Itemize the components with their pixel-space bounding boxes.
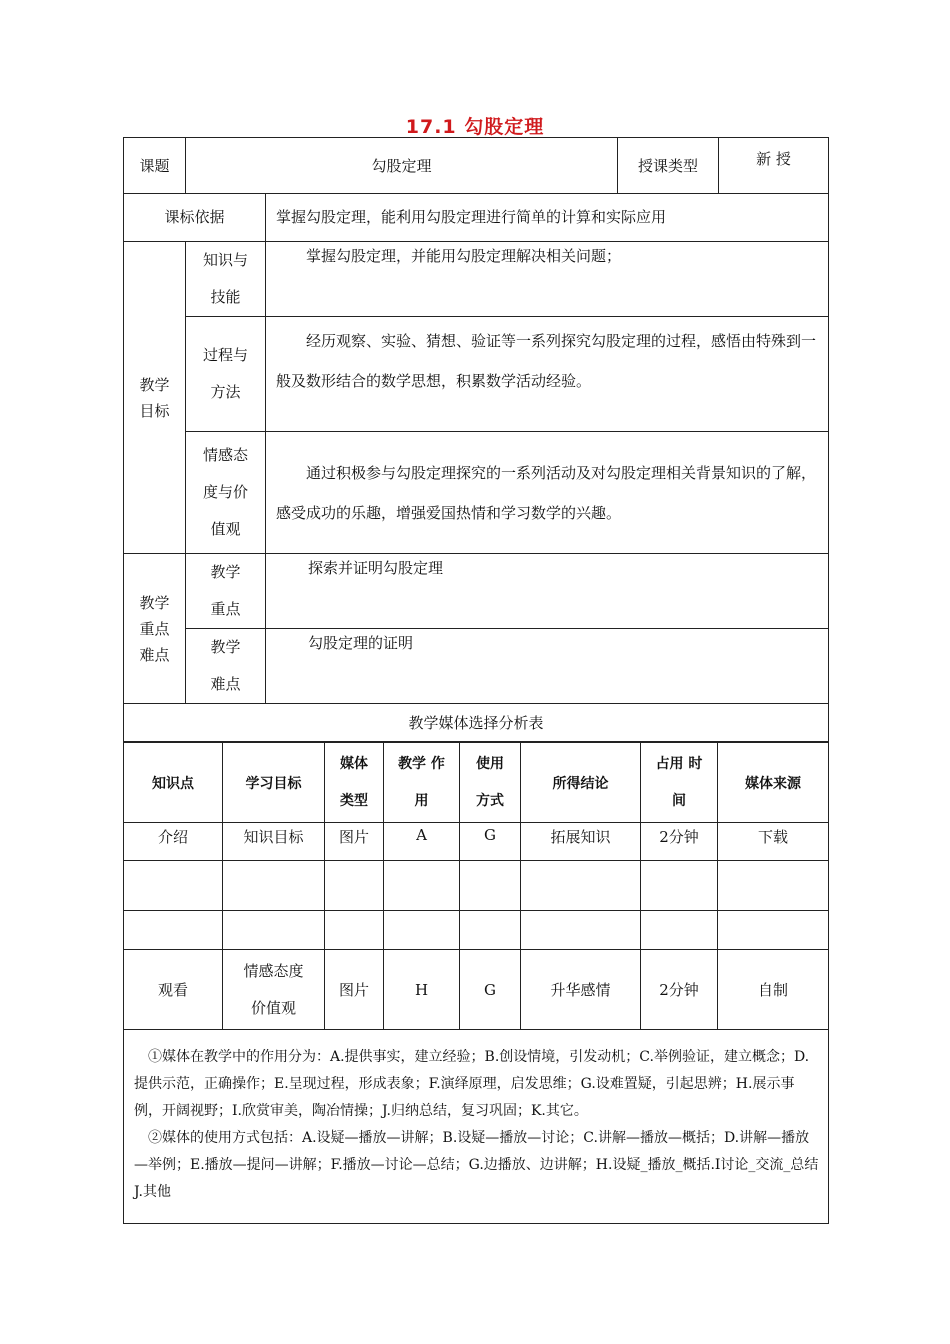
media-header-text: 使用方式 [476, 755, 504, 809]
media-header: 知识点 [124, 743, 223, 823]
type-label: 授课类型 [618, 138, 719, 194]
keypoints-label-text: 教学重点难点 [139, 593, 170, 664]
subject-label: 课题 [124, 138, 186, 194]
media-cell: 图片 [325, 950, 384, 1030]
media-cell: 知识目标 [223, 823, 325, 861]
media-cell [384, 861, 460, 911]
media-cell [223, 861, 325, 911]
media-cell [223, 950, 325, 1030]
media-cell [718, 911, 829, 950]
media-cell: G [460, 823, 521, 861]
media-table [123, 742, 829, 1224]
keypoint-label [186, 554, 266, 629]
media-header: 学习目标 [223, 743, 325, 823]
goal-label-text: 情感态度与价值观 [202, 446, 248, 538]
goal-label [186, 242, 266, 317]
basis-label: 课标依据 [124, 194, 266, 242]
table-row [124, 950, 829, 1030]
media-cell [641, 911, 718, 950]
keypoint-label-text: 教学难点 [210, 638, 241, 693]
media-cell [521, 911, 641, 950]
goal-text: 经历观察、实验、猜想、验证等一系列探究勾股定理的过程，感悟由特殊到一般及数形结合的数学思想，积累数学活动经验。 [266, 317, 829, 432]
notes-cell [124, 1030, 829, 1224]
table-row [124, 911, 829, 950]
media-header-text: 媒体类型 [340, 755, 368, 809]
media-caption: 教学媒体选择分析表 [124, 704, 829, 742]
goals-label-text: 教学目标 [139, 375, 170, 420]
media-header [384, 743, 460, 823]
media-cell [325, 861, 384, 911]
media-header: 媒体来源 [718, 743, 829, 823]
media-cell [641, 861, 718, 911]
keypoint-label-text: 教学重点 [210, 563, 241, 618]
media-header [641, 743, 718, 823]
media-cell: G [460, 950, 521, 1030]
media-cell: 拓展知识 [521, 823, 641, 861]
media-cell: 自制 [718, 950, 829, 1030]
page-title: 17.1 勾股定理 [405, 116, 545, 138]
lesson-plan [123, 137, 828, 1224]
media-cell [521, 861, 641, 911]
media-header: 所得结论 [521, 743, 641, 823]
media-cell [124, 911, 223, 950]
goal-label-text: 过程与方法 [202, 346, 248, 401]
goal-text: 掌握勾股定理，并能用勾股定理解决相关问题； [266, 242, 829, 317]
goal-label [186, 317, 266, 432]
goals-label [124, 242, 186, 554]
media-cell: 观看 [124, 950, 223, 1030]
media-cell [460, 911, 521, 950]
media-cell [384, 911, 460, 950]
media-cell [223, 911, 325, 950]
media-cell [325, 911, 384, 950]
note-paragraph: ②媒体的使用方式包括：A.设疑—播放—讲解；B.设疑—播放—讨论；C.讲解—播放—概括；D.讲解—播放—举例；E.播放—提问—讲解；F.播放—讨论—总结；G.边播放、边讲解；H.设疑_播放_概括.I讨论_交流_总结J.其他 [134, 1130, 819, 1200]
media-header-row [124, 743, 829, 823]
media-header [460, 743, 521, 823]
subject-value: 勾股定理 [186, 138, 618, 194]
media-header [325, 743, 384, 823]
media-cell: H [384, 950, 460, 1030]
media-cell: 下载 [718, 823, 829, 861]
note-paragraph: ①媒体在教学中的作用分为：A.提供事实，建立经验；B.创设情境，引发动机；C.举例验证，建立概念；D.提供示范，正确操作；E.呈现过程，形成表象；F.演绎原理，启发思维；G.设难置疑，引起思辨；H.展示事例，开阔视野；I.欣赏审美，陶冶情操；J.归纳总结，复习巩固；K.其它。 [134, 1049, 810, 1119]
keypoint-text: 勾股定理的证明 [266, 629, 829, 704]
media-cell-text: 情感态度价值观 [243, 961, 304, 1017]
lesson-table [123, 137, 829, 742]
media-cell: A [384, 823, 460, 861]
media-cell [460, 861, 521, 911]
table-row [124, 823, 829, 861]
keypoint-label [186, 629, 266, 704]
media-cell: 2分钟 [641, 823, 718, 861]
type-value: 新 授 [719, 138, 829, 194]
media-cell: 升华感情 [521, 950, 641, 1030]
media-cell: 介绍 [124, 823, 223, 861]
media-header-text: 占用 时间 [655, 755, 703, 809]
media-cell [718, 861, 829, 911]
keypoints-label [124, 554, 186, 704]
media-cell: 图片 [325, 823, 384, 861]
keypoint-text: 探索并证明勾股定理 [266, 554, 829, 629]
media-cell [124, 861, 223, 911]
goal-text: 通过积极参与勾股定理探究的一系列活动及对勾股定理相关背景知识的了解，感受成功的乐趣，增强爱国热情和学习数学的兴趣。 [266, 432, 829, 554]
media-cell: 2分钟 [641, 950, 718, 1030]
media-header-text: 教学 作用 [398, 755, 445, 809]
goal-label-text: 知识与技能 [202, 251, 248, 306]
table-row [124, 861, 829, 911]
basis-text: 掌握勾股定理，能利用勾股定理进行简单的计算和实际应用 [266, 194, 829, 242]
goal-label [186, 432, 266, 554]
